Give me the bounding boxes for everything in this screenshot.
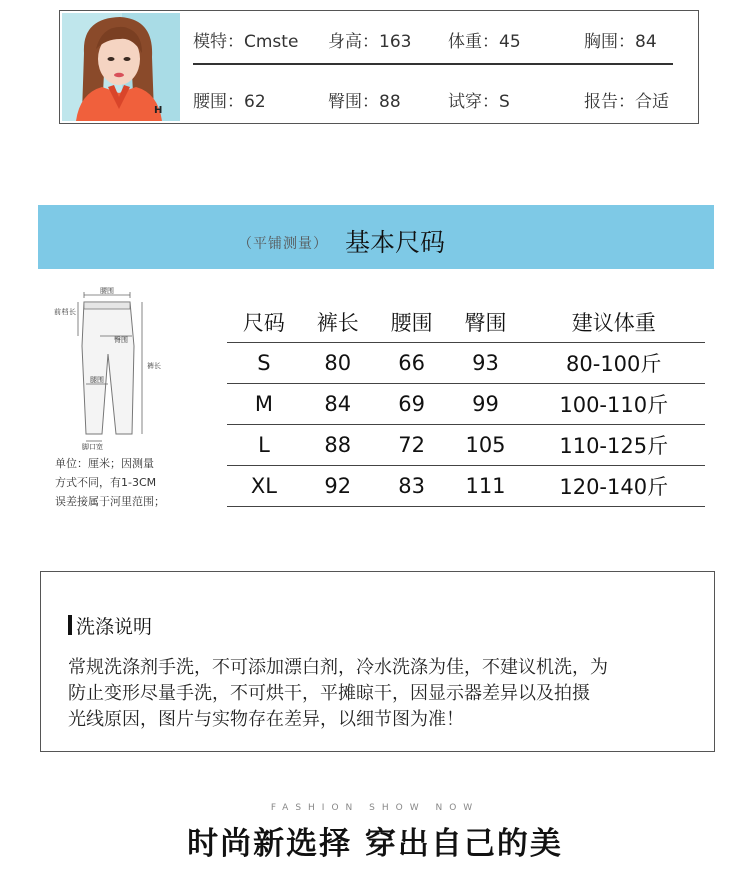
table-cell: 93 bbox=[449, 343, 523, 384]
table-cell: 72 bbox=[375, 425, 449, 466]
table-cell: 80-100斤 bbox=[522, 343, 705, 384]
table-cell: 88 bbox=[301, 425, 375, 466]
footer-english-tagline: FASHION SHOW NOW bbox=[270, 803, 480, 813]
table-cell: L bbox=[227, 425, 301, 466]
table-cell: M bbox=[227, 384, 301, 425]
svg-text:H: H bbox=[154, 105, 163, 116]
column-header-weight: 建议体重 bbox=[522, 302, 705, 343]
banner-subtitle: （平铺测量） bbox=[238, 236, 328, 252]
model-info-card bbox=[59, 10, 699, 124]
table-cell: 111 bbox=[449, 466, 523, 507]
diagram-label-hip: 臀围 bbox=[114, 336, 128, 344]
wash-text-line-3: 光线原因，图片与实物存在差异，以细节图为准！ bbox=[68, 709, 464, 730]
model-card-divider bbox=[193, 63, 673, 65]
size-table bbox=[227, 302, 705, 507]
table-cell: 105 bbox=[449, 425, 523, 466]
table-cell: 99 bbox=[449, 384, 523, 425]
table-cell: XL bbox=[227, 466, 301, 507]
model-hip: 臀围：88 bbox=[328, 92, 401, 112]
model-height: 身高：163 bbox=[328, 32, 412, 52]
pants-measurement-diagram bbox=[52, 284, 170, 452]
table-cell: 100-110斤 bbox=[522, 384, 705, 425]
table-row bbox=[227, 343, 705, 384]
table-cell: 83 bbox=[375, 466, 449, 507]
measurement-note-line-1: 单位：厘米；因测量 bbox=[55, 457, 154, 470]
model-report: 报告：合适 bbox=[584, 92, 669, 112]
column-header-length: 裤长 bbox=[301, 302, 375, 343]
table-cell: 66 bbox=[375, 343, 449, 384]
table-cell: 69 bbox=[375, 384, 449, 425]
diagram-label-hem: 脚口宽 bbox=[82, 443, 103, 451]
model-tried-size: 试穿：S bbox=[448, 92, 510, 112]
table-row bbox=[227, 384, 705, 425]
table-header-row bbox=[227, 302, 705, 343]
measurement-note-line-2: 方式不同，有1-3CM bbox=[55, 476, 157, 489]
banner-title: 基本尺码 bbox=[345, 228, 446, 257]
size-chart-banner bbox=[38, 205, 714, 269]
model-photo bbox=[62, 13, 180, 121]
wash-text-line-2: 防止变形尽量手洗，不可烘干，平摊晾干，因显示器差异以及拍摄 bbox=[68, 683, 590, 704]
wash-text bbox=[68, 655, 698, 733]
diagram-label-length: 裤长 bbox=[147, 362, 161, 370]
footer-slogan: 时尚新选择 穿出自己的美 bbox=[187, 826, 563, 862]
model-weight: 体重：45 bbox=[448, 32, 521, 52]
table-cell: S bbox=[227, 343, 301, 384]
table-cell: 110-125斤 bbox=[522, 425, 705, 466]
wash-title-marker bbox=[68, 615, 72, 635]
diagram-label-waist: 腰围 bbox=[100, 287, 114, 295]
diagram-label-front-rise: 前档长 bbox=[54, 308, 76, 316]
model-waist: 腰围：62 bbox=[193, 92, 266, 112]
table-cell: 120-140斤 bbox=[522, 466, 705, 507]
measurement-note-line-3: 误差接属于河里范围； bbox=[55, 495, 165, 508]
wash-title: 洗涤说明 bbox=[76, 616, 153, 638]
table-row bbox=[227, 425, 705, 466]
table-cell: 84 bbox=[301, 384, 375, 425]
wash-text-line-1: 常规洗涤剂手洗，不可添加漂白剂，冷水洗涤为佳，不建议机洗，为 bbox=[68, 657, 608, 678]
diagram-label-thigh: 腿围 bbox=[90, 376, 104, 384]
model-name: 模特：Cmste bbox=[193, 32, 299, 52]
column-header-hip: 臀围 bbox=[449, 302, 523, 343]
table-row bbox=[227, 466, 705, 507]
column-header-waist: 腰围 bbox=[375, 302, 449, 343]
table-cell: 80 bbox=[301, 343, 375, 384]
model-bust: 胸围：84 bbox=[584, 32, 657, 52]
table-cell: 92 bbox=[301, 466, 375, 507]
column-header-size: 尺码 bbox=[227, 302, 301, 343]
wash-instructions-box bbox=[40, 571, 715, 752]
